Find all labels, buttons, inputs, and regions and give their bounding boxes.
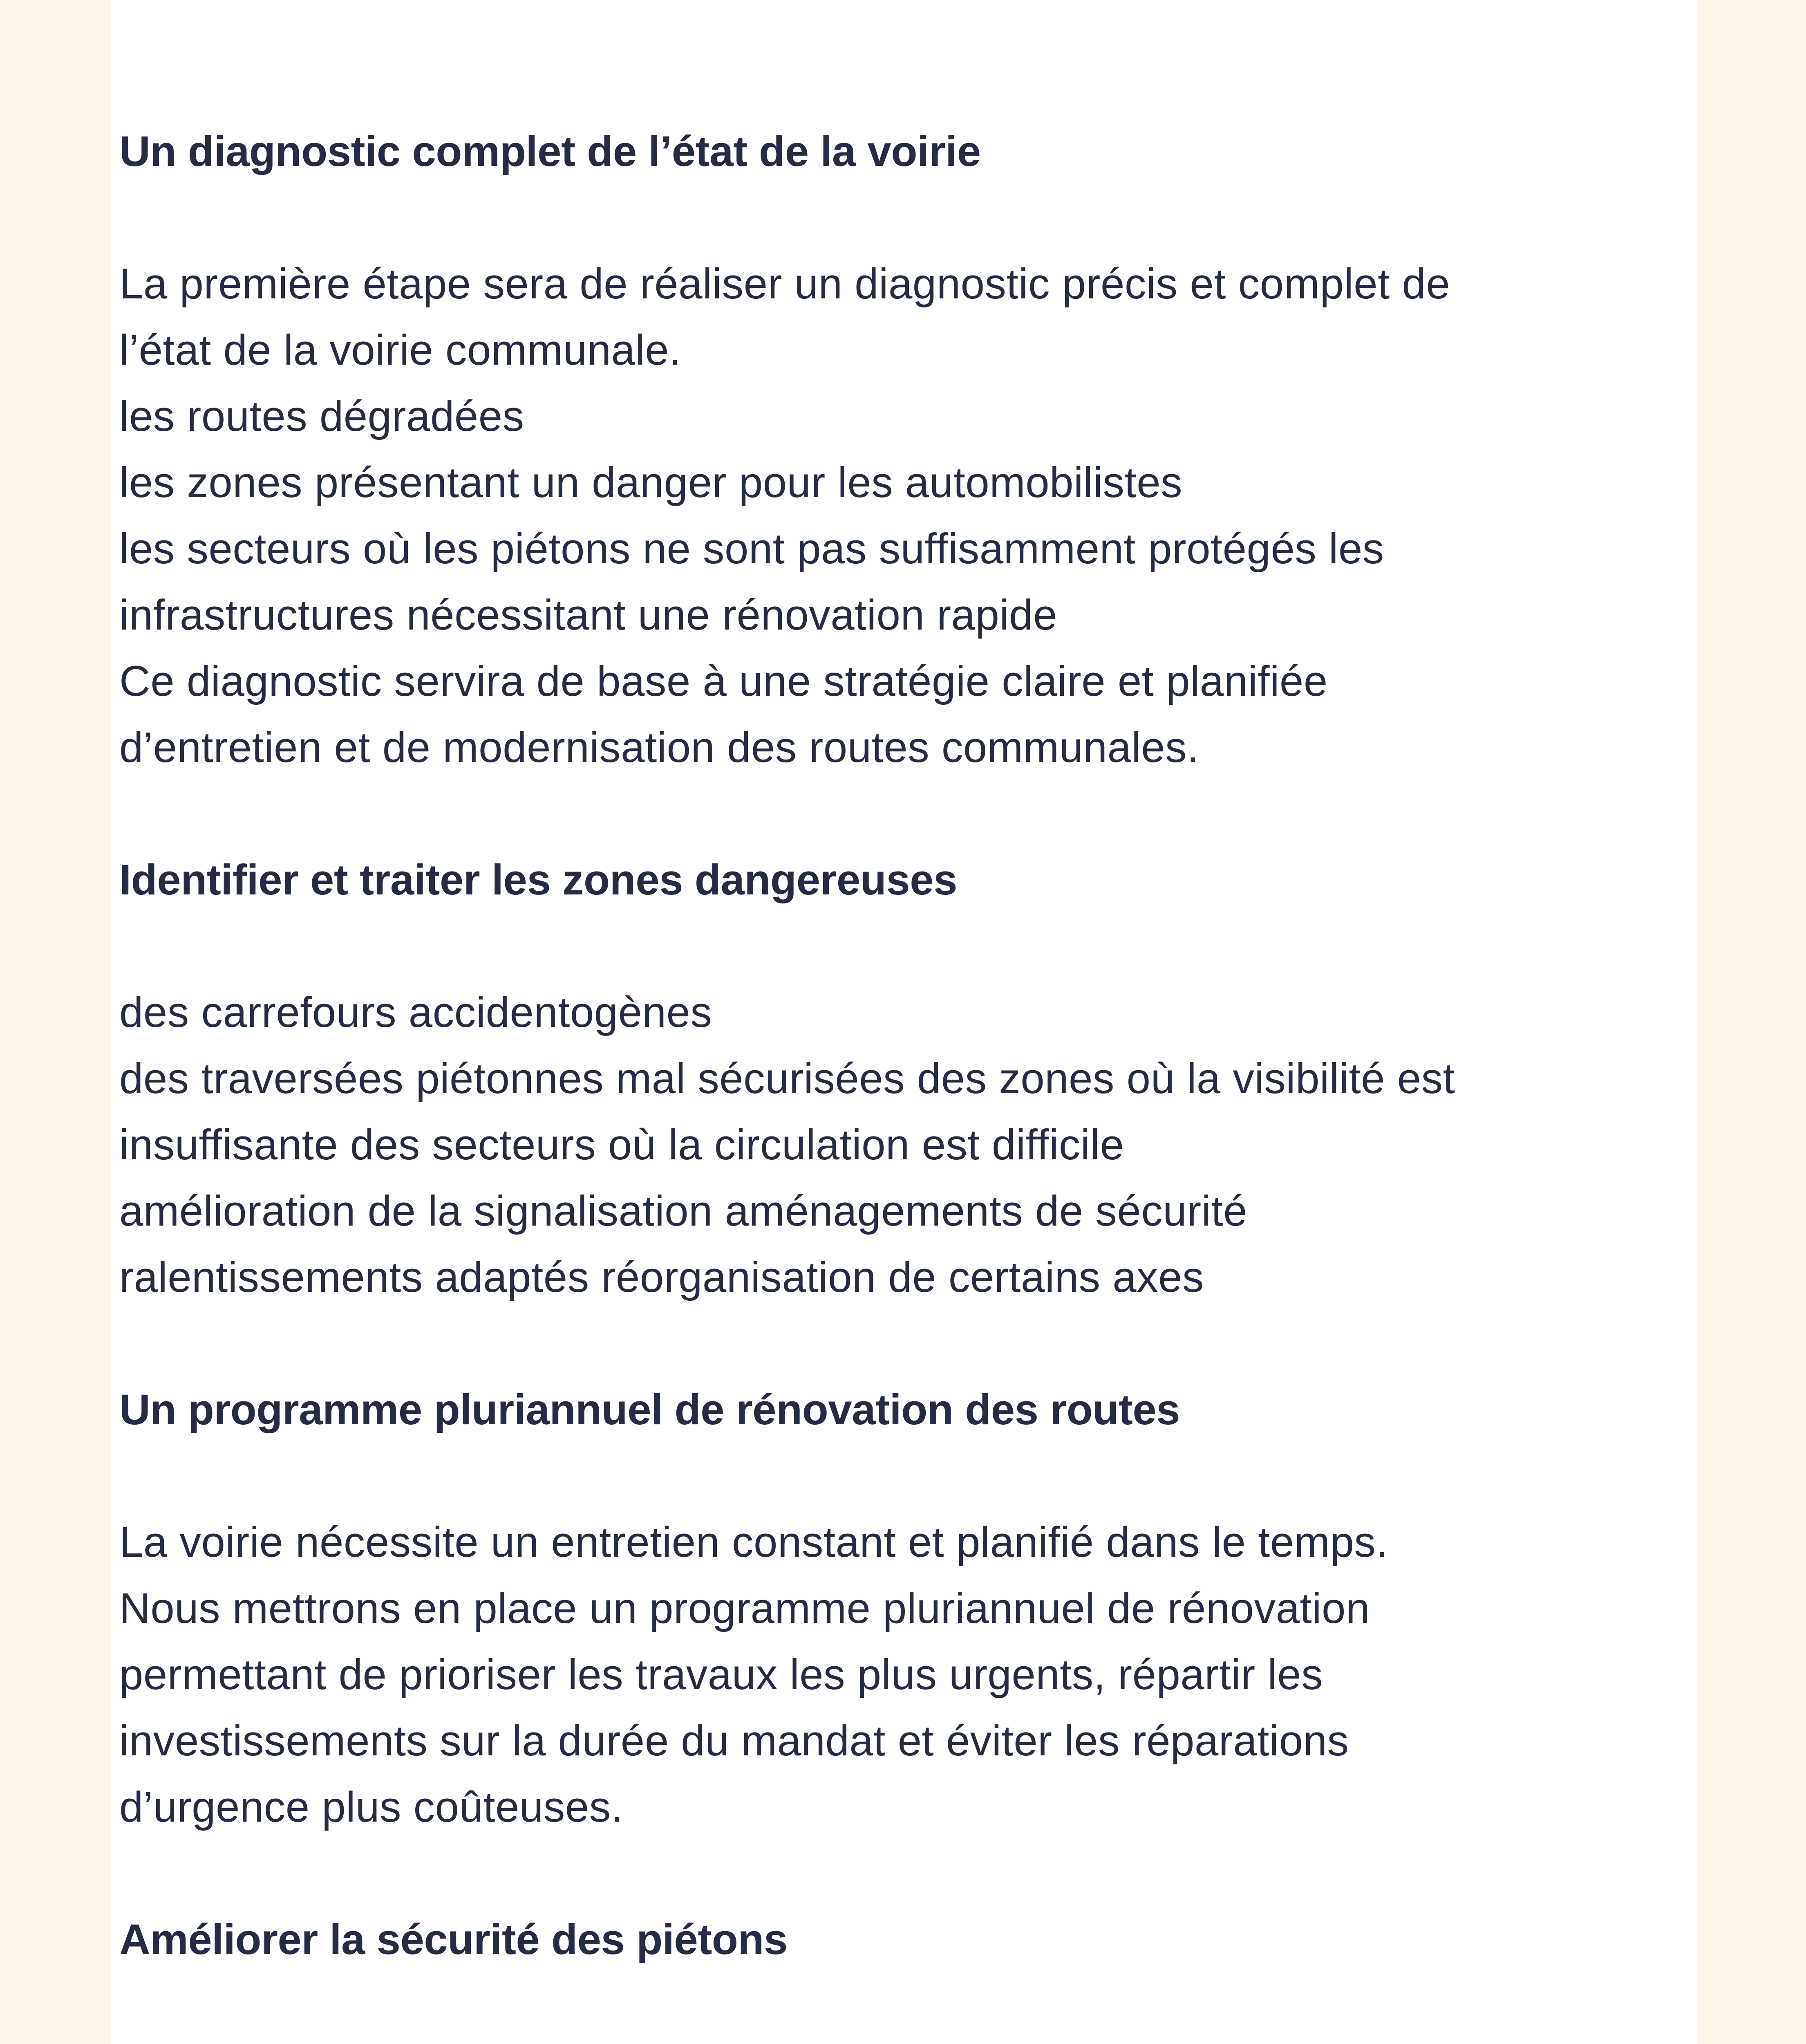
text-line: insuffisante des secteurs où la circulation est difficile	[119, 1121, 1124, 1169]
text-line: La première étape sera de réaliser un diagnostic précis et complet de	[119, 260, 1450, 308]
document-page	[111, 0, 1697, 2044]
document-content	[119, 119, 1681, 2044]
text-line: permettant de prioriser les travaux les plus urgents, répartir les	[119, 1651, 1323, 1699]
spacer	[119, 913, 1681, 979]
text-line: amélioration de la signalisation aménagements de sécurité	[119, 1187, 1248, 1235]
text-line: les routes dégradées	[119, 392, 524, 440]
spacer	[119, 1840, 1681, 1907]
section-title-diagnostic: Un diagnostic complet de l’état de la voirie	[119, 128, 981, 175]
text-line: infrastructures nécessitant une rénovation rapide	[119, 591, 1057, 639]
text-line: Ce diagnostic servira de base à une stratégie claire et planifiée	[119, 657, 1328, 705]
text-line: des traversées piétonnes mal sécurisées des zones où la visibilité est	[119, 1055, 1455, 1103]
text-line: La voirie nécessite un entretien constant et planifié dans le temps.	[119, 1518, 1388, 1566]
spacer	[119, 1443, 1681, 1509]
text-line: Nous mettrons en place un programme pluriannuel de rénovation	[119, 1585, 1370, 1632]
spacer	[119, 781, 1681, 847]
section-title-programme-pluriannuel: Un programme pluriannuel de rénovation des routes	[119, 1386, 1180, 1434]
text-line: les secteurs où les piétons ne sont pas suffisamment protégés les	[119, 525, 1384, 573]
spacer	[119, 185, 1681, 251]
section-title-zones-dangereuses: Identifier et traiter les zones dangereuses	[119, 856, 958, 904]
text-line: l’état de la voirie communale.	[119, 326, 681, 374]
text-line: ralentissements adaptés réorganisation de certains axes	[119, 1253, 1204, 1301]
text-line: les zones présentant un danger pour les automobilistes	[119, 459, 1183, 507]
spacer	[119, 1973, 1681, 2039]
text-line: des carrefours accidentogènes	[119, 988, 712, 1036]
section-title-securite-pietons: Améliorer la sécurité des piétons	[119, 1916, 788, 1963]
list-item-line	[119, 2039, 1681, 2044]
text-line: investissements sur la durée du mandat et éviter les réparations	[119, 1717, 1349, 1765]
text-line: d’urgence plus coûteuses.	[119, 1783, 623, 1831]
spacer	[119, 1311, 1681, 1377]
text-line: d’entretien et de modernisation des routes communales.	[119, 724, 1199, 771]
